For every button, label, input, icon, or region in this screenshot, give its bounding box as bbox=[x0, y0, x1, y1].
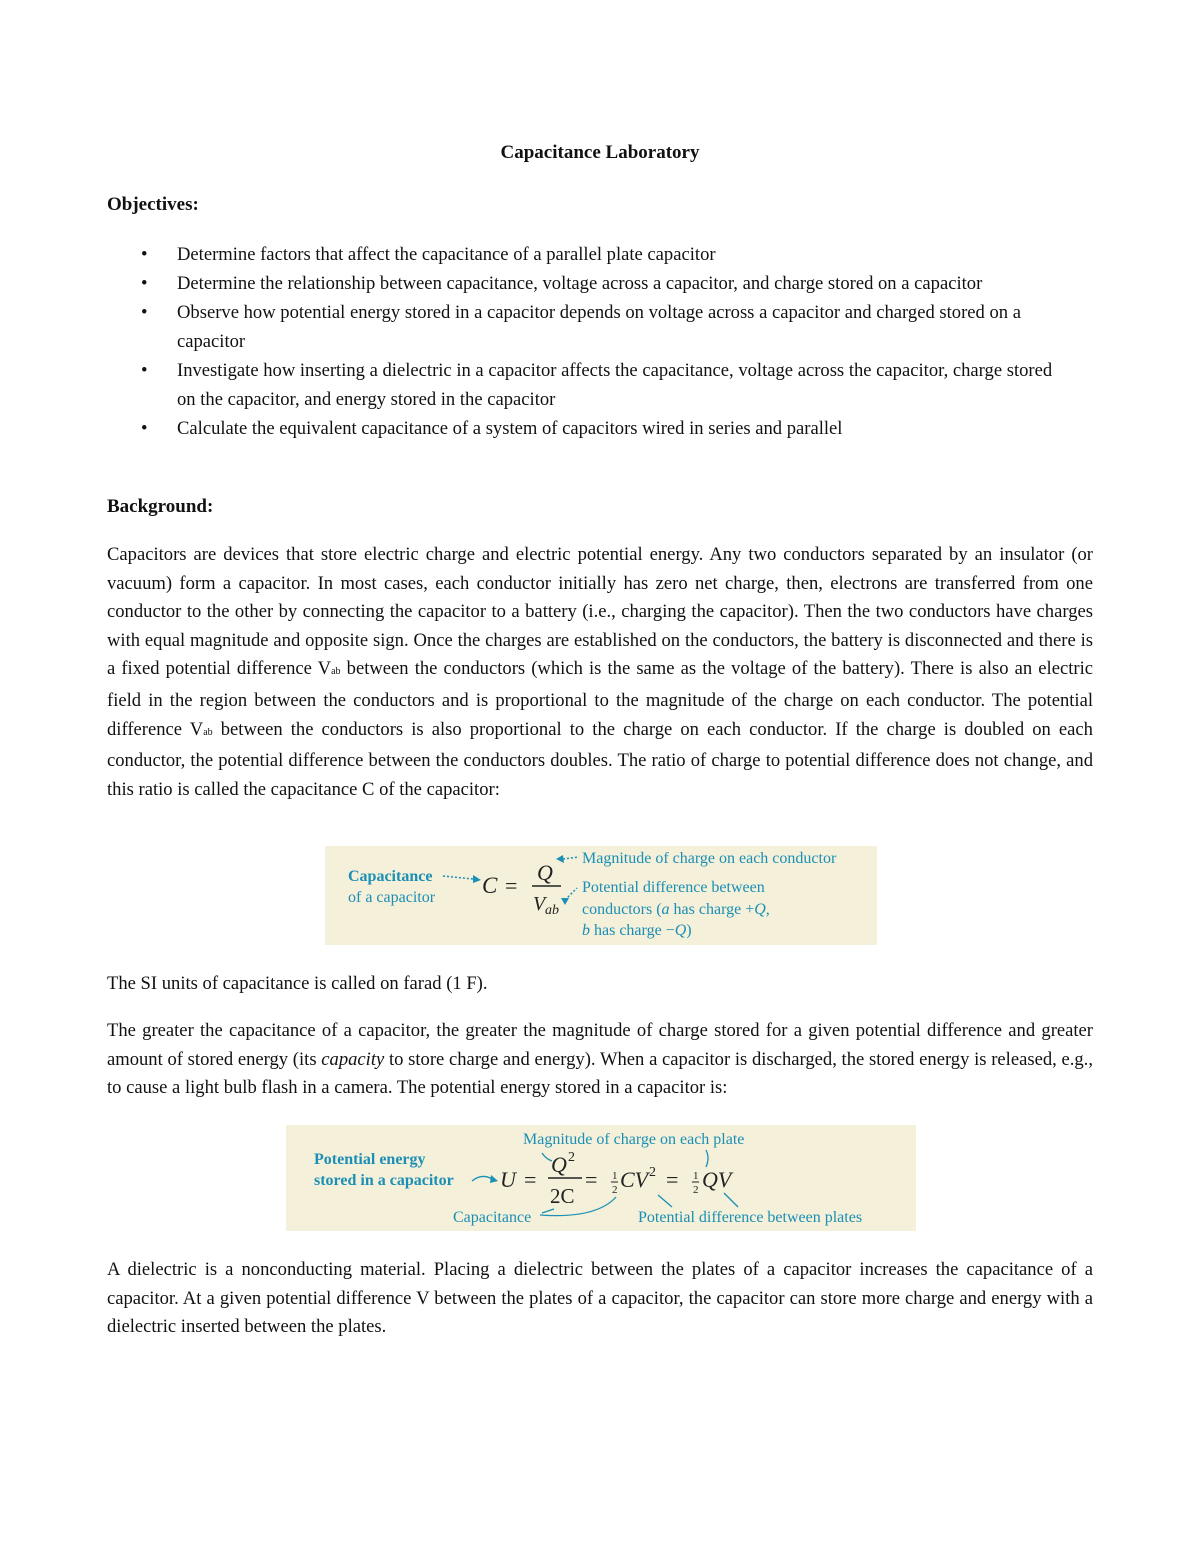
figure2-half-num: 1 bbox=[612, 1170, 618, 1182]
bullet-icon: • bbox=[141, 360, 148, 381]
background-paragraph-4: A dielectric is a nonconducting material. Placing a dielectric between the plates of a capacitor increases the capacitance of a capacitor. At a given potential difference V between the plates of a capacitor, the capacitor can store more charge and energy with a dielectric inserted between the plates. bbox=[107, 1259, 1093, 1338]
figure2-numerator-sup: 2 bbox=[568, 1150, 575, 1165]
energy-equation-figure bbox=[286, 1125, 916, 1231]
bullet-icon: • bbox=[141, 418, 148, 439]
figure1-denominator-sub: ab bbox=[545, 903, 559, 918]
background-heading: Background: bbox=[107, 496, 214, 517]
arrow-head-icon bbox=[473, 875, 481, 883]
list-item: • Determine factors that affect the capacitance of a parallel plate capacitor bbox=[107, 240, 1067, 269]
list-item: • Determine the relationship between capacitance, voltage across a capacitor, and charge stored on a capacitor bbox=[107, 269, 1067, 298]
figure2-cv: CV bbox=[620, 1167, 649, 1192]
list-item: • Investigate how inserting a dielectric in a capacitor affects the capacitance, voltage across the capacitor, charge stored on the capacitor, and energy stored in the capacitor bbox=[107, 356, 1067, 414]
figure2-equals-2: = bbox=[585, 1167, 598, 1192]
arrow-head-icon bbox=[490, 1175, 498, 1183]
arrow-icon bbox=[542, 1209, 554, 1213]
arrow-head-icon bbox=[556, 855, 564, 863]
page-title: Capacitance Laboratory bbox=[500, 142, 700, 163]
figure1-note-top: Magnitude of charge on each conductor bbox=[582, 850, 837, 867]
figure2-label-line2: stored in a capacitor bbox=[314, 1172, 454, 1189]
figure2-half-num-2: 1 bbox=[693, 1170, 699, 1182]
figure2-half-den: 2 bbox=[612, 1184, 618, 1196]
figure1-label-line1: Capacitance bbox=[348, 868, 433, 885]
figure1-note-line3: b has charge −Q) bbox=[582, 922, 692, 939]
arrow-icon bbox=[706, 1150, 708, 1167]
figure1-label-line2: of a capacitor bbox=[348, 889, 436, 906]
arrow-icon bbox=[472, 1176, 492, 1181]
background-paragraph-3: The greater the capacitance of a capacitor, the greater the magnitude of charge stored for a given potential difference and greater amount of stored energy (its capacity to store charge and energy). When a capacitor is discharged, the stored energy is released, e.g., to cause a light bulb flash in a camera. The potential energy stored in a capacitor is: bbox=[107, 1020, 1093, 1099]
arrow-head-icon bbox=[561, 898, 569, 905]
figure2-cv-sup: 2 bbox=[649, 1165, 656, 1180]
figure2-half-den-2: 2 bbox=[693, 1184, 699, 1196]
figure2-bottom-left: Capacitance bbox=[453, 1209, 532, 1226]
list-item: • Calculate the equivalent capacitance of a system of capacitors wired in series and parallel bbox=[107, 414, 1067, 443]
objectives-list bbox=[107, 240, 1067, 443]
arrow-icon bbox=[443, 876, 473, 879]
figure2-qv: QV bbox=[702, 1167, 732, 1192]
objectives-heading: Objectives: bbox=[107, 194, 199, 215]
capacitance-equation-figure bbox=[325, 846, 877, 945]
arrow-icon bbox=[563, 857, 579, 859]
figure2-top-note: Magnitude of charge on each plate bbox=[523, 1131, 745, 1148]
bullet-icon: • bbox=[141, 302, 148, 323]
figure2-numerator: Q bbox=[551, 1152, 567, 1177]
arrow-icon bbox=[658, 1195, 672, 1207]
figure1-note-line2: conductors (a has charge +Q, bbox=[582, 901, 770, 918]
figure2-denominator: 2C bbox=[550, 1184, 575, 1208]
figure1-lhs: C bbox=[482, 873, 498, 898]
figure1-numerator: Q bbox=[537, 860, 553, 885]
figure2-equals-3: = bbox=[666, 1167, 679, 1192]
figure2-label-line1: Potential energy bbox=[314, 1151, 426, 1168]
background-paragraph-1: Capacitors are devices that store electric charge and electric potential energy. Any two conductors separated by an insulator (or vacuum) form a capacitor. In most cases, each conductor initially has zero net charge, then, electrons are transferred from one conductor to the other by connecting the capacitor to a battery (i.e., charging the capacitor). Then the two conductors have charges with equal magnitude and opposite sign. Once the charges are established on the conductors, the battery is disconnected and there is a fixed potential difference Vab between the conductors (which is the same as the voltage of the battery). There is also an electric field in the region between the conductors and is proportional to the magnitude of the charge on each conductor. The potential difference Vab between the conductors is also proportional to the charge on each conductor. If the charge is doubled on each conductor, the potential difference between the conductors doubles. The ratio of charge to potential difference does not change, and this ratio is called the capacitance C of the capacitor: bbox=[107, 544, 1093, 800]
figure1-denominator: V bbox=[533, 893, 546, 915]
list-item: • Observe how potential energy stored in a capacitor depends on voltage across a capacitor and charged stored on a capacitor bbox=[107, 298, 1067, 356]
arrow-icon bbox=[724, 1193, 738, 1207]
figure2-bottom-right: Potential difference between plates bbox=[638, 1209, 863, 1226]
bullet-icon: • bbox=[141, 273, 148, 294]
figure2-equals: = bbox=[524, 1167, 537, 1192]
figure1-equals: = bbox=[505, 873, 518, 898]
bullet-icon: • bbox=[141, 244, 148, 265]
si-units-paragraph: The SI units of capacitance is called on farad (1 F). bbox=[107, 973, 488, 994]
figure1-note-mid: Potential difference between bbox=[582, 879, 765, 896]
figure2-lhs: U bbox=[500, 1167, 516, 1192]
